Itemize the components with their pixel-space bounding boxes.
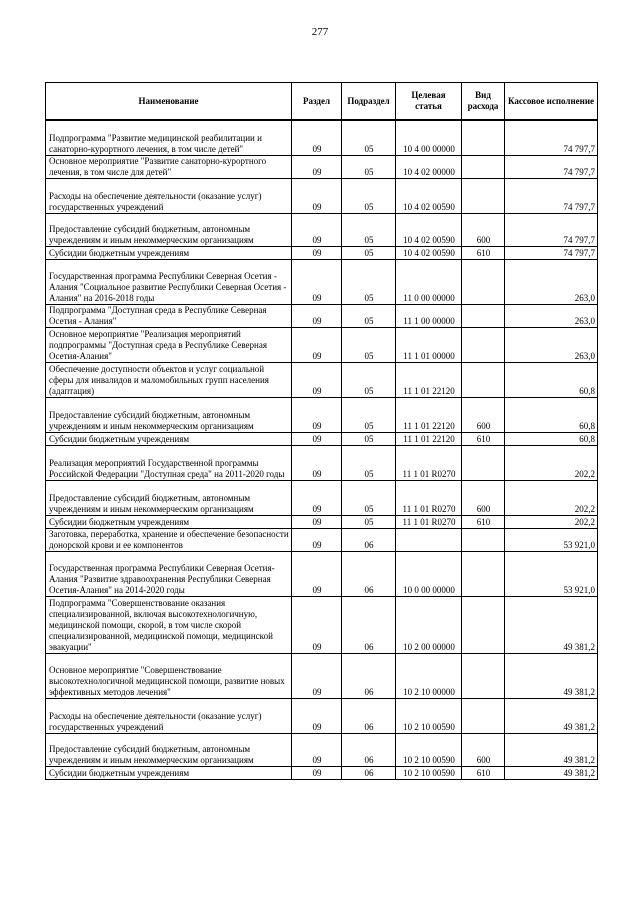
cell-subsection: 05 <box>342 246 396 259</box>
cell-name: Субсидии бюджетным учреждениям <box>46 766 292 779</box>
cell-name: Обеспечение доступности объектов и услуг социальной сферы для инвалидов и маломобильных групп населения (адаптация) <box>46 362 292 397</box>
cell-subsection: 06 <box>342 698 396 733</box>
cell-section: 09 <box>292 120 342 155</box>
cell-section: 09 <box>292 246 342 259</box>
cell-section: 09 <box>292 698 342 733</box>
cell-cash-execution: 53 921,0 <box>505 528 598 551</box>
cell-cash-execution: 49 381,2 <box>505 766 598 779</box>
cell-section: 09 <box>292 445 342 480</box>
table-row <box>46 733 598 766</box>
cell-section: 09 <box>292 304 342 327</box>
cell-section: 09 <box>292 596 342 653</box>
header-name: Наименование <box>46 83 292 121</box>
cell-section: 09 <box>292 653 342 698</box>
cell-subsection: 05 <box>342 432 396 445</box>
cell-cash-execution: 49 381,2 <box>505 653 598 698</box>
cell-name: Государственная программа Республики Северная Осетия-Алания "Развитие здравоохранения Республики Северная Осетия-Алания" на 2014-2020 годы <box>46 551 292 596</box>
header-cash-execution: Кассовое исполнение <box>505 83 598 121</box>
cell-expense-type <box>462 304 505 327</box>
cell-subsection: 05 <box>342 213 396 246</box>
cell-subsection: 05 <box>342 178 396 213</box>
cell-subsection: 05 <box>342 445 396 480</box>
cell-target: 11 1 01 00000 <box>396 327 462 362</box>
cell-cash-execution: 74 797,7 <box>505 213 598 246</box>
cell-expense-type: 600 <box>462 397 505 432</box>
table-header-row <box>46 83 598 121</box>
cell-subsection: 05 <box>342 327 396 362</box>
table-row <box>46 766 598 779</box>
table-row <box>46 327 598 362</box>
cell-target: 10 4 02 00000 <box>396 155 462 178</box>
cell-expense-type <box>462 445 505 480</box>
cell-name: Предоставление субсидий бюджетным, автономным учреждениям и иным некоммерческим организациям <box>46 480 292 515</box>
cell-target: 10 2 10 00590 <box>396 766 462 779</box>
table-row <box>46 528 598 551</box>
table-row <box>46 155 598 178</box>
cell-expense-type <box>462 327 505 362</box>
cell-expense-type <box>462 596 505 653</box>
cell-cash-execution: 263,0 <box>505 259 598 304</box>
cell-section: 09 <box>292 480 342 515</box>
table-row <box>46 551 598 596</box>
cell-expense-type: 610 <box>462 515 505 528</box>
cell-target: 11 1 01 R0270 <box>396 515 462 528</box>
cell-subsection: 05 <box>342 480 396 515</box>
cell-name: Расходы на обеспечение деятельности (оказание услуг) государственных учреждений <box>46 698 292 733</box>
table-row <box>46 259 598 304</box>
cell-subsection: 05 <box>342 515 396 528</box>
cell-cash-execution: 49 381,2 <box>505 698 598 733</box>
cell-section: 09 <box>292 551 342 596</box>
cell-cash-execution: 74 797,7 <box>505 246 598 259</box>
cell-subsection: 06 <box>342 528 396 551</box>
header-expense-type: Вид расхода <box>462 83 505 121</box>
cell-name: Субсидии бюджетным учреждениям <box>46 246 292 259</box>
cell-section: 09 <box>292 155 342 178</box>
table-row <box>46 698 598 733</box>
cell-subsection: 06 <box>342 766 396 779</box>
cell-expense-type: 600 <box>462 480 505 515</box>
cell-expense-type <box>462 178 505 213</box>
cell-cash-execution: 49 381,2 <box>505 596 598 653</box>
cell-expense-type <box>462 698 505 733</box>
cell-target: 11 0 00 00000 <box>396 259 462 304</box>
cell-name: Государственная программа Республики Северная Осетия - Алания "Социальное развитие Республики Северная Осетия - Алания" на 2016-2018 годы <box>46 259 292 304</box>
cell-name: Субсидии бюджетным учреждениям <box>46 515 292 528</box>
cell-target: 10 4 00 00000 <box>396 120 462 155</box>
cell-cash-execution: 74 797,7 <box>505 178 598 213</box>
cell-name: Основное мероприятие "Реализация мероприятий подпрограммы "Доступная среда в Республике Северная Осетия-Алания" <box>46 327 292 362</box>
cell-section: 09 <box>292 528 342 551</box>
cell-section: 09 <box>292 766 342 779</box>
cell-cash-execution: 74 797,7 <box>505 120 598 155</box>
table-row <box>46 515 598 528</box>
cell-name: Подпрограмма "Развитие медицинской реабилитации и санаторно-курортного лечения, в том числе детей" <box>46 120 292 155</box>
page-number: 277 <box>311 26 329 38</box>
cell-cash-execution: 263,0 <box>505 304 598 327</box>
table-row <box>46 304 598 327</box>
cell-subsection: 06 <box>342 653 396 698</box>
cell-subsection: 05 <box>342 362 396 397</box>
cell-target: 11 1 01 22120 <box>396 362 462 397</box>
cell-target: 11 1 01 R0270 <box>396 480 462 515</box>
table-row <box>46 213 598 246</box>
cell-name: Предоставление субсидий бюджетным, автономным учреждениям и иным некоммерческим организациям <box>46 397 292 432</box>
table-row <box>46 120 598 155</box>
cell-subsection: 06 <box>342 733 396 766</box>
cell-section: 09 <box>292 259 342 304</box>
cell-subsection: 05 <box>342 155 396 178</box>
cell-expense-type <box>462 528 505 551</box>
cell-section: 09 <box>292 397 342 432</box>
cell-expense-type: 600 <box>462 733 505 766</box>
table-row <box>46 480 598 515</box>
cell-section: 09 <box>292 178 342 213</box>
cell-cash-execution: 53 921,0 <box>505 551 598 596</box>
cell-expense-type <box>462 155 505 178</box>
cell-expense-type <box>462 551 505 596</box>
cell-subsection: 06 <box>342 596 396 653</box>
cell-target: 11 1 00 00000 <box>396 304 462 327</box>
cell-expense-type <box>462 362 505 397</box>
cell-target: 10 2 10 00590 <box>396 698 462 733</box>
cell-target: 10 2 00 00000 <box>396 596 462 653</box>
cell-subsection: 05 <box>342 304 396 327</box>
cell-target: 10 2 10 00000 <box>396 653 462 698</box>
cell-name: Подпрограмма "Доступная среда в Республике Северная Осетия - Алания" <box>46 304 292 327</box>
budget-table <box>45 82 598 780</box>
cell-name: Субсидии бюджетным учреждениям <box>46 432 292 445</box>
header-subsection: Подраздел <box>342 83 396 121</box>
cell-expense-type: 610 <box>462 432 505 445</box>
cell-cash-execution: 263,0 <box>505 327 598 362</box>
cell-name: Реализация мероприятий Государственной программы Российской Федерации "Доступная среда" на 2011-2020 годы <box>46 445 292 480</box>
cell-cash-execution: 60,8 <box>505 362 598 397</box>
table-row <box>46 362 598 397</box>
cell-name: Подпрограмма "Совершенствование оказания специализированной, включая высокотехнологичную, медицинской помощи, скорой, в том числе скорой специализированной, медицинской помощи, медицинской эвакуации" <box>46 596 292 653</box>
cell-name: Предоставление субсидий бюджетным, автономным учреждениям и иным некоммерческим организациям <box>46 213 292 246</box>
cell-section: 09 <box>292 362 342 397</box>
cell-subsection: 05 <box>342 397 396 432</box>
cell-expense-type <box>462 653 505 698</box>
cell-target: 10 2 10 00590 <box>396 733 462 766</box>
cell-subsection: 06 <box>342 551 396 596</box>
cell-subsection: 05 <box>342 120 396 155</box>
cell-section: 09 <box>292 733 342 766</box>
header-section: Раздел <box>292 83 342 121</box>
cell-cash-execution: 49 381,2 <box>505 733 598 766</box>
cell-target: 10 4 02 00590 <box>396 246 462 259</box>
table-row <box>46 178 598 213</box>
table-row <box>46 445 598 480</box>
cell-cash-execution: 60,8 <box>505 432 598 445</box>
cell-name: Основное мероприятие "Развитие санаторно-курортного лечения, в том числе для детей" <box>46 155 292 178</box>
cell-expense-type: 610 <box>462 766 505 779</box>
cell-cash-execution: 202,2 <box>505 480 598 515</box>
table-row <box>46 246 598 259</box>
cell-target: 10 0 00 00000 <box>396 551 462 596</box>
cell-cash-execution: 202,2 <box>505 515 598 528</box>
cell-expense-type <box>462 259 505 304</box>
cell-cash-execution: 202,2 <box>505 445 598 480</box>
cell-section: 09 <box>292 515 342 528</box>
cell-target: 11 1 01 22120 <box>396 432 462 445</box>
header-target: Целевая статья <box>396 83 462 121</box>
cell-name: Предоставление субсидий бюджетным, автономным учреждениям и иным некоммерческим организациям <box>46 733 292 766</box>
cell-expense-type: 600 <box>462 213 505 246</box>
cell-cash-execution: 74 797,7 <box>505 155 598 178</box>
cell-section: 09 <box>292 432 342 445</box>
cell-target: 10 4 02 00590 <box>396 178 462 213</box>
table-row <box>46 653 598 698</box>
cell-subsection: 05 <box>342 259 396 304</box>
cell-name: Заготовка, переработка, хранение и обеспечение безопасности донорской крови и ее компонентов <box>46 528 292 551</box>
cell-expense-type <box>462 120 505 155</box>
cell-expense-type: 610 <box>462 246 505 259</box>
cell-target: 11 1 01 22120 <box>396 397 462 432</box>
cell-section: 09 <box>292 327 342 362</box>
cell-section: 09 <box>292 213 342 246</box>
table-row <box>46 432 598 445</box>
cell-cash-execution: 60,8 <box>505 397 598 432</box>
cell-target: 10 4 02 00590 <box>396 213 462 246</box>
cell-target <box>396 528 462 551</box>
cell-name: Основное мероприятие "Совершенствование высокотехнологичной медицинской помощи, развитие новых эффективных методов лечения" <box>46 653 292 698</box>
table-row <box>46 397 598 432</box>
cell-target: 11 1 01 R0270 <box>396 445 462 480</box>
table-row <box>46 596 598 653</box>
cell-name: Расходы на обеспечение деятельности (оказание услуг) государственных учреждений <box>46 178 292 213</box>
